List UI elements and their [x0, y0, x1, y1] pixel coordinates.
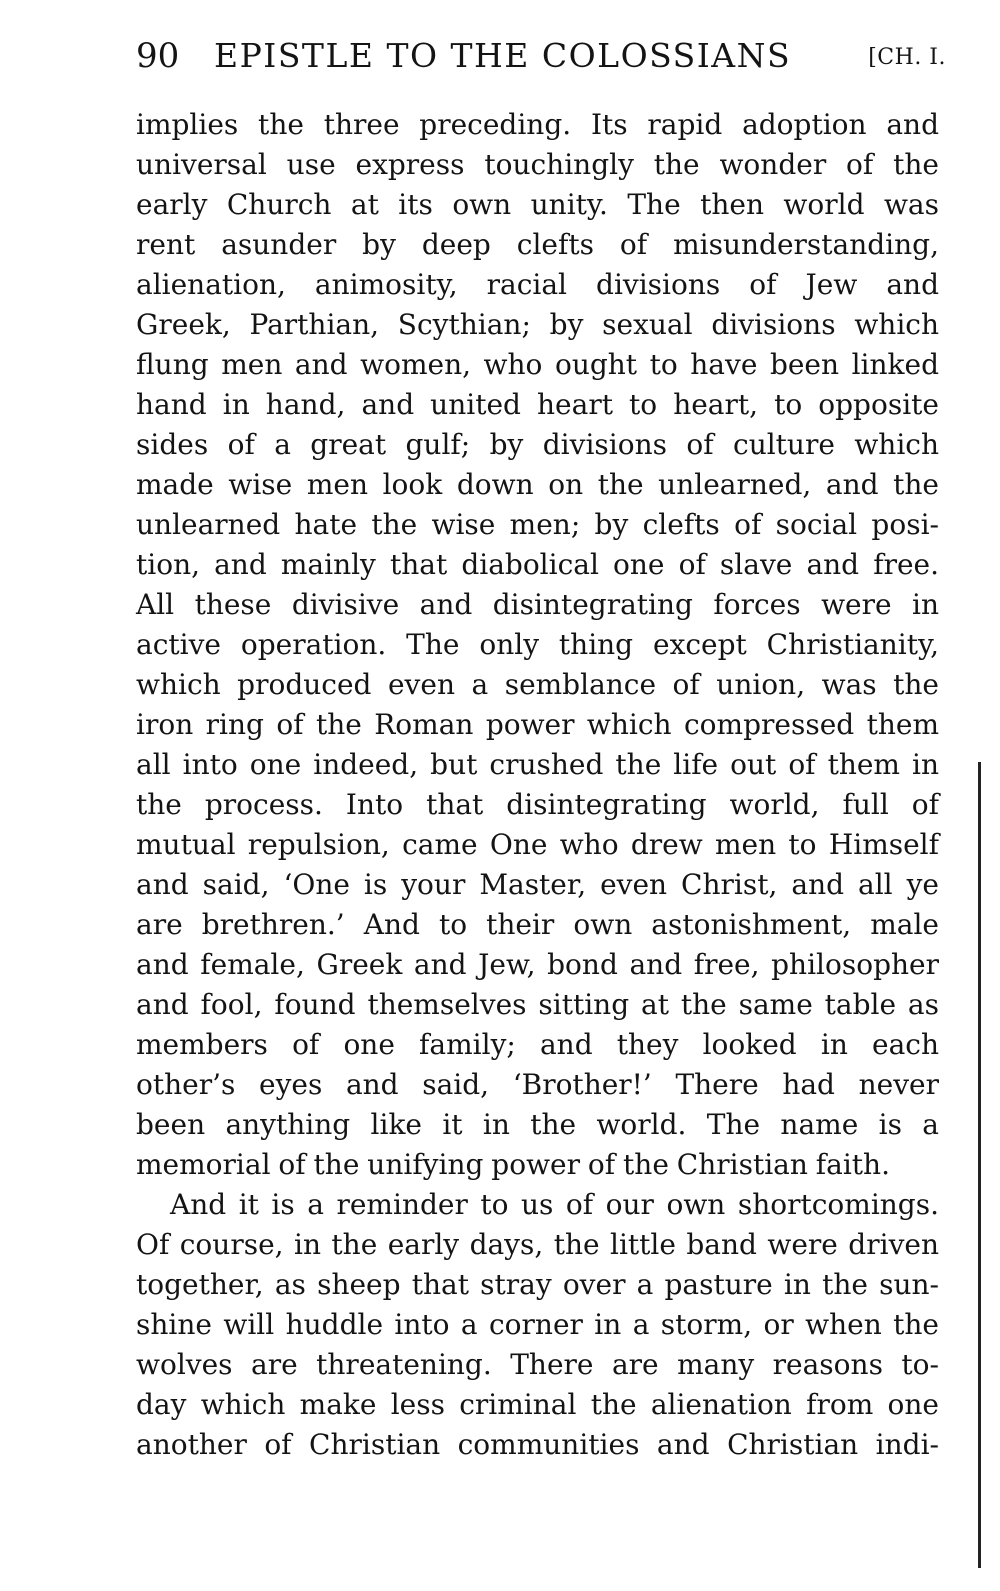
text-line: And it is a reminder to us of our own shortcomings.	[170, 1188, 939, 1221]
text-line: rent asunder by deep clefts of misunderstanding,	[136, 228, 939, 261]
text-line: and female, Greek and Jew, bond and free, philosopher	[136, 948, 939, 981]
running-title: EPISTLE TO THE COLOSSIANS	[214, 36, 792, 75]
text-line: another of Christian communities and Christian indi-	[136, 1428, 939, 1461]
text-line: made wise men look down on the unlearned, and the	[136, 468, 939, 501]
body-text	[136, 105, 939, 1465]
text-line: are brethren.’ And to their own astonishment, male	[136, 908, 939, 941]
text-line: universal use express touchingly the wonder of the	[136, 148, 939, 181]
text-line: implies the three preceding. Its rapid adoption and	[136, 108, 939, 141]
text-line: memorial of the unifying power of the Christian faith.	[136, 1148, 890, 1181]
text-line: sides of a great gulf; by divisions of culture which	[136, 428, 939, 461]
page-number: 90	[136, 36, 180, 76]
text-line: mutual repulsion, came One who drew men to Himself	[136, 828, 939, 861]
text-line: and fool, found themselves sitting at the same table as	[136, 988, 939, 1021]
text-line: which produced even a semblance of union, was the	[136, 668, 939, 701]
text-line: alienation, animosity, racial divisions of Jew and	[136, 268, 939, 301]
text-line: Greek, Parthian, Scythian; by sexual divisions which	[136, 308, 939, 341]
text-line: shine will huddle into a corner in a storm, or when the	[136, 1308, 939, 1341]
text-line: together, as sheep that stray over a pasture in the sun-	[136, 1268, 939, 1301]
text-line: active operation. The only thing except Christianity,	[136, 628, 939, 661]
text-line: flung men and women, who ought to have been linked	[136, 348, 939, 381]
text-line: been anything like it in the world. The name is a	[136, 1108, 939, 1141]
paragraph	[136, 1185, 939, 1465]
text-line: early Church at its own unity. The then world was	[136, 188, 939, 221]
text-line: the process. Into that disintegrating world, full of	[136, 788, 939, 821]
chapter-reference: [CH. I.	[868, 45, 946, 70]
running-header	[136, 34, 946, 78]
text-line: tion, and mainly that diabolical one of slave and free.	[136, 548, 939, 581]
text-line: Of course, in the early days, the little band were driven	[136, 1228, 939, 1261]
text-line: hand in hand, and united heart to heart, to opposite	[136, 388, 939, 421]
paragraph	[136, 105, 939, 1185]
text-line: day which make less criminal the alienation from one	[136, 1388, 939, 1421]
text-line: all into one indeed, but crushed the life out of them in	[136, 748, 939, 781]
text-line: and said, ‘One is your Master, even Christ, and all ye	[136, 868, 939, 901]
text-line: other’s eyes and said, ‘Brother!’ There had never	[136, 1068, 939, 1101]
text-line: iron ring of the Roman power which compressed them	[136, 708, 939, 741]
text-line: unlearned hate the wise men; by clefts of social posi-	[136, 508, 939, 541]
text-line: members of one family; and they looked in each	[136, 1028, 939, 1061]
text-line: wolves are threatening. There are many reasons to-	[136, 1348, 939, 1381]
text-line: All these divisive and disintegrating forces were in	[136, 588, 939, 621]
margin-rule	[978, 762, 981, 1568]
